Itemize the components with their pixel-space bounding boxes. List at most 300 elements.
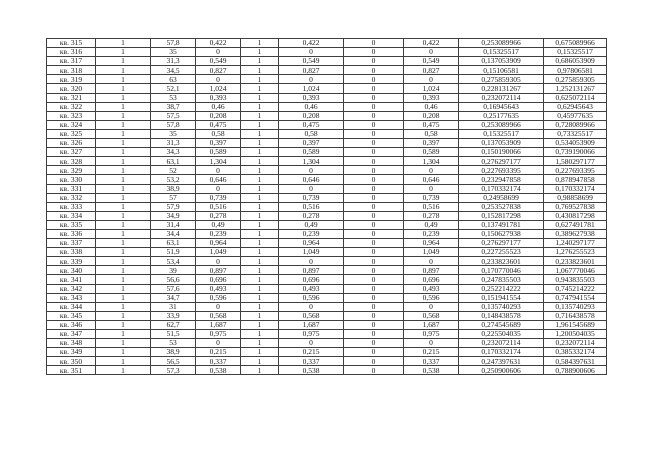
value-cell: 1: [96, 257, 151, 266]
apartment-label-cell: кв. 318: [47, 66, 96, 75]
value-cell: 0,393: [196, 93, 241, 102]
value-cell: 0,232072114: [459, 93, 544, 102]
apartment-label-cell: кв. 344: [47, 302, 96, 311]
value-cell: 0,897: [196, 266, 241, 275]
value-cell: 0,233823601: [459, 257, 544, 266]
value-cell: 0: [344, 339, 404, 348]
value-cell: 1: [96, 129, 151, 138]
value-cell: 1: [96, 48, 151, 57]
value-cell: 0: [404, 184, 459, 193]
value-cell: 0,475: [196, 120, 241, 129]
value-cell: 1: [96, 302, 151, 311]
table-row: [47, 102, 607, 111]
table-row: [47, 348, 607, 357]
value-cell: 0: [344, 311, 404, 320]
value-cell: 1,276255523: [544, 248, 607, 257]
value-cell: 0: [344, 366, 404, 375]
value-cell: 0,493: [279, 284, 344, 293]
apartment-label-cell: кв. 327: [47, 148, 96, 157]
value-cell: 1: [241, 166, 279, 175]
value-cell: 0,596: [404, 293, 459, 302]
value-cell: 0,49: [404, 220, 459, 229]
value-cell: 0,568: [196, 311, 241, 320]
value-cell: 0,549: [196, 57, 241, 66]
table-row: [47, 302, 607, 311]
table-row: [47, 320, 607, 329]
value-cell: 0,215: [196, 348, 241, 357]
value-cell: 0,232072114: [544, 339, 607, 348]
value-cell: 1: [96, 293, 151, 302]
apartment-label-cell: кв. 321: [47, 93, 96, 102]
value-cell: 1: [96, 39, 151, 48]
value-cell: 0: [344, 193, 404, 202]
value-cell: 1: [96, 366, 151, 375]
value-cell: 0,46: [404, 102, 459, 111]
value-cell: 0: [344, 348, 404, 357]
value-cell: 1: [96, 193, 151, 202]
value-cell: 0,45977635: [544, 111, 607, 120]
value-cell: 1: [241, 275, 279, 284]
table-row: [47, 330, 607, 339]
table-row: [47, 284, 607, 293]
value-cell: 0,646: [196, 175, 241, 184]
value-cell: 0: [344, 139, 404, 148]
value-cell: 0: [344, 102, 404, 111]
value-cell: 0,170332174: [459, 348, 544, 357]
value-cell: 1: [96, 275, 151, 284]
value-cell: 1: [96, 166, 151, 175]
apartment-label-cell: кв. 328: [47, 157, 96, 166]
table-row: [47, 366, 607, 375]
value-cell: 0: [344, 84, 404, 93]
value-cell: 0,170332174: [544, 184, 607, 193]
value-cell: 39: [151, 266, 196, 275]
value-cell: 52,1: [151, 84, 196, 93]
value-cell: 0: [344, 157, 404, 166]
value-cell: 1: [241, 193, 279, 202]
value-cell: 0: [344, 293, 404, 302]
value-cell: 34,9: [151, 211, 196, 220]
value-cell: 1: [241, 148, 279, 157]
value-cell: 1: [96, 211, 151, 220]
value-cell: 0: [344, 39, 404, 48]
value-cell: 1: [96, 348, 151, 357]
value-cell: 1: [96, 311, 151, 320]
value-cell: 0: [196, 184, 241, 193]
value-cell: 1: [96, 84, 151, 93]
value-cell: 0,58: [404, 129, 459, 138]
apartment-label-cell: кв. 325: [47, 129, 96, 138]
apartment-label-cell: кв. 326: [47, 139, 96, 148]
value-cell: 1: [96, 184, 151, 193]
value-cell: 0,625072114: [544, 93, 607, 102]
value-cell: 0,538: [279, 366, 344, 375]
value-cell: 0: [344, 148, 404, 157]
value-cell: 1: [241, 129, 279, 138]
apartment-label-cell: кв. 348: [47, 339, 96, 348]
apartment-label-cell: кв. 334: [47, 211, 96, 220]
value-cell: 0,897: [404, 266, 459, 275]
value-cell: 38,7: [151, 102, 196, 111]
apartment-label-cell: кв. 335: [47, 220, 96, 229]
value-cell: 0: [404, 257, 459, 266]
value-cell: 38,9: [151, 184, 196, 193]
value-cell: 1: [96, 266, 151, 275]
value-cell: 0,150190066: [459, 148, 544, 157]
value-cell: 0: [344, 66, 404, 75]
value-cell: 1: [96, 284, 151, 293]
table-row: [47, 193, 607, 202]
value-cell: 0: [344, 330, 404, 339]
value-cell: 1,024: [279, 84, 344, 93]
value-cell: 1,067770046: [544, 266, 607, 275]
value-cell: 0,148438578: [459, 311, 544, 320]
value-cell: 0,739: [279, 193, 344, 202]
value-cell: 0: [344, 175, 404, 184]
value-cell: 31,3: [151, 57, 196, 66]
value-cell: 1: [241, 229, 279, 238]
value-cell: 53: [151, 93, 196, 102]
value-cell: 0,769527838: [544, 202, 607, 211]
value-cell: 0,568: [279, 311, 344, 320]
value-cell: 1,024: [404, 84, 459, 93]
value-cell: 0,389627938: [544, 229, 607, 238]
apartment-label-cell: кв. 320: [47, 84, 96, 93]
value-cell: 1,687: [279, 320, 344, 329]
value-cell: 0,98858699: [544, 193, 607, 202]
value-cell: 0: [404, 166, 459, 175]
apartment-label-cell: кв. 337: [47, 239, 96, 248]
value-cell: 51,5: [151, 330, 196, 339]
value-cell: 0: [344, 284, 404, 293]
value-cell: 0,897: [279, 266, 344, 275]
apartment-label-cell: кв. 351: [47, 366, 96, 375]
value-cell: 1: [241, 39, 279, 48]
value-cell: 0: [196, 166, 241, 175]
value-cell: 0,975: [404, 330, 459, 339]
value-cell: 1,961545689: [544, 320, 607, 329]
value-cell: 0: [344, 211, 404, 220]
value-cell: 0,239: [196, 229, 241, 238]
value-cell: 0: [404, 302, 459, 311]
value-cell: 0,227255523: [459, 248, 544, 257]
value-cell: 1,252131267: [544, 84, 607, 93]
table-row: [47, 220, 607, 229]
value-cell: 1: [96, 239, 151, 248]
value-cell: 56,6: [151, 275, 196, 284]
value-cell: 0,170770046: [459, 266, 544, 275]
table-row: [47, 39, 607, 48]
apartment-label-cell: кв. 346: [47, 320, 96, 329]
table-row: [47, 248, 607, 257]
table-row: [47, 202, 607, 211]
value-cell: 1: [241, 184, 279, 193]
value-cell: 0,276297177: [459, 157, 544, 166]
table-row: [47, 239, 607, 248]
value-cell: 0,15106581: [459, 66, 544, 75]
value-cell: 31,3: [151, 139, 196, 148]
value-cell: 0: [344, 93, 404, 102]
value-cell: 35: [151, 129, 196, 138]
value-cell: 1: [241, 266, 279, 275]
value-cell: 0,475: [279, 120, 344, 129]
value-cell: 1: [96, 157, 151, 166]
value-cell: 0,596: [279, 293, 344, 302]
value-cell: 0: [196, 48, 241, 57]
table-row: [47, 175, 607, 184]
value-cell: 0,253089966: [459, 120, 544, 129]
value-cell: 0,696: [404, 275, 459, 284]
value-cell: 0,397: [196, 139, 241, 148]
value-cell: 1,580297177: [544, 157, 607, 166]
value-cell: 1: [96, 248, 151, 257]
apartment-label-cell: кв. 341: [47, 275, 96, 284]
value-cell: 0,24958699: [459, 193, 544, 202]
value-cell: 56,5: [151, 357, 196, 366]
apartment-label-cell: кв. 350: [47, 357, 96, 366]
value-cell: 0,49: [196, 220, 241, 229]
value-cell: 0,25177635: [459, 111, 544, 120]
value-cell: 0,46: [196, 102, 241, 111]
value-cell: 1: [96, 75, 151, 84]
value-cell: 63: [151, 75, 196, 84]
value-cell: 0,274545689: [459, 320, 544, 329]
value-cell: 0,827: [196, 66, 241, 75]
value-cell: 0: [344, 184, 404, 193]
value-cell: 1,049: [404, 248, 459, 257]
table-row: [47, 311, 607, 320]
value-cell: 0,675089966: [544, 39, 607, 48]
value-cell: 0: [344, 57, 404, 66]
value-cell: 0,534053909: [544, 139, 607, 148]
value-cell: 0,538: [404, 366, 459, 375]
table-row: [47, 211, 607, 220]
value-cell: 62,7: [151, 320, 196, 329]
value-cell: 1: [241, 220, 279, 229]
value-cell: 0,627491781: [544, 220, 607, 229]
value-cell: 0,397: [279, 139, 344, 148]
value-cell: 0,964: [404, 239, 459, 248]
value-cell: 53,2: [151, 175, 196, 184]
value-cell: 1: [241, 139, 279, 148]
value-cell: 0,135740293: [459, 302, 544, 311]
value-cell: 0,227693395: [459, 166, 544, 175]
apartment-label-cell: кв. 339: [47, 257, 96, 266]
value-cell: 1: [96, 220, 151, 229]
value-cell: 0,275859305: [459, 75, 544, 84]
table-row: [47, 339, 607, 348]
table-row: [47, 139, 607, 148]
value-cell: 33,9: [151, 311, 196, 320]
value-cell: 0,253527838: [459, 202, 544, 211]
value-cell: 0,278: [196, 211, 241, 220]
value-cell: 1: [241, 302, 279, 311]
apartment-label-cell: кв. 336: [47, 229, 96, 238]
value-cell: 63,1: [151, 157, 196, 166]
table-row: [47, 293, 607, 302]
value-cell: 0,516: [404, 202, 459, 211]
value-cell: 1,687: [196, 320, 241, 329]
value-cell: 1: [96, 93, 151, 102]
value-cell: 57,3: [151, 366, 196, 375]
value-cell: 0,275859305: [544, 75, 607, 84]
apartment-label-cell: кв. 319: [47, 75, 96, 84]
value-cell: 1: [241, 311, 279, 320]
value-cell: 0,278: [404, 211, 459, 220]
table-row: [47, 66, 607, 75]
value-cell: 0: [344, 248, 404, 257]
value-cell: 0,232947858: [459, 175, 544, 184]
value-cell: 1: [96, 229, 151, 238]
value-cell: 0,135740293: [544, 302, 607, 311]
table-row: [47, 129, 607, 138]
value-cell: 0,516: [196, 202, 241, 211]
value-cell: 0: [279, 166, 344, 175]
value-cell: 0,137053909: [459, 139, 544, 148]
apartment-label-cell: кв. 342: [47, 284, 96, 293]
value-cell: 0: [344, 166, 404, 175]
apartment-label-cell: кв. 332: [47, 193, 96, 202]
value-cell: 0,878947858: [544, 175, 607, 184]
apartment-label-cell: кв. 331: [47, 184, 96, 193]
value-cell: 0,827: [279, 66, 344, 75]
table-row: [47, 75, 607, 84]
value-cell: 1: [241, 120, 279, 129]
value-cell: 0: [344, 320, 404, 329]
value-cell: 0: [196, 302, 241, 311]
value-cell: 0,208: [279, 111, 344, 120]
value-cell: 0,239: [279, 229, 344, 238]
value-cell: 0: [279, 75, 344, 84]
value-cell: 35: [151, 48, 196, 57]
value-cell: 0: [344, 239, 404, 248]
value-cell: 0,233823601: [544, 257, 607, 266]
value-cell: 0,393: [279, 93, 344, 102]
apartment-label-cell: кв. 322: [47, 102, 96, 111]
value-cell: 0: [344, 275, 404, 284]
value-cell: 1: [96, 357, 151, 366]
value-cell: 0: [279, 48, 344, 57]
value-cell: 0,46: [279, 102, 344, 111]
value-cell: 1: [96, 175, 151, 184]
value-cell: 0: [344, 120, 404, 129]
value-cell: 1,024: [196, 84, 241, 93]
value-cell: 0,276297177: [459, 239, 544, 248]
value-cell: 0: [196, 339, 241, 348]
table-row: [47, 275, 607, 284]
value-cell: 0,964: [279, 239, 344, 248]
value-cell: 57,8: [151, 120, 196, 129]
value-cell: 0: [344, 357, 404, 366]
value-cell: 1: [96, 330, 151, 339]
value-cell: 0: [196, 257, 241, 266]
value-cell: 0,943835503: [544, 275, 607, 284]
apartments-table: [46, 38, 607, 375]
value-cell: 1: [96, 102, 151, 111]
value-cell: 0: [279, 302, 344, 311]
value-cell: 0,596: [196, 293, 241, 302]
value-cell: 1: [96, 339, 151, 348]
value-cell: 0,493: [404, 284, 459, 293]
value-cell: 34,4: [151, 229, 196, 238]
value-cell: 0,137053909: [459, 57, 544, 66]
value-cell: 0,739: [196, 193, 241, 202]
value-cell: 1,200504035: [544, 330, 607, 339]
value-cell: 0: [404, 75, 459, 84]
value-cell: 1: [241, 248, 279, 257]
value-cell: 0,73325517: [544, 129, 607, 138]
value-cell: 0,728089966: [544, 120, 607, 129]
value-cell: 51,9: [151, 248, 196, 257]
value-cell: 1: [241, 357, 279, 366]
table-row: [47, 166, 607, 175]
value-cell: 34,3: [151, 148, 196, 157]
value-cell: 1: [241, 111, 279, 120]
value-cell: 0,589: [404, 148, 459, 157]
apartment-label-cell: кв. 323: [47, 111, 96, 120]
value-cell: 53: [151, 339, 196, 348]
value-cell: 1: [241, 102, 279, 111]
value-cell: 0,208: [404, 111, 459, 120]
apartment-label-cell: кв. 324: [47, 120, 96, 129]
table-row: [47, 48, 607, 57]
value-cell: 0,422: [404, 39, 459, 48]
value-cell: 34,5: [151, 66, 196, 75]
apartment-label-cell: кв. 317: [47, 57, 96, 66]
value-cell: 0: [196, 75, 241, 84]
value-cell: 0,225504035: [459, 330, 544, 339]
table-row: [47, 120, 607, 129]
value-cell: 0,49: [279, 220, 344, 229]
table-row: [47, 184, 607, 193]
value-cell: 1: [241, 339, 279, 348]
value-cell: 0,247397631: [459, 357, 544, 366]
apartment-label-cell: кв. 343: [47, 293, 96, 302]
table-body: [47, 39, 607, 375]
value-cell: 0,568: [404, 311, 459, 320]
value-cell: 1: [241, 348, 279, 357]
value-cell: 1: [241, 284, 279, 293]
value-cell: 0,252214222: [459, 284, 544, 293]
value-cell: 0,227693395: [544, 166, 607, 175]
value-cell: 1,049: [196, 248, 241, 257]
value-cell: 0: [344, 266, 404, 275]
value-cell: 0,215: [279, 348, 344, 357]
value-cell: 0,151941554: [459, 293, 544, 302]
value-cell: 1: [241, 175, 279, 184]
value-cell: 1: [241, 211, 279, 220]
value-cell: 0: [279, 339, 344, 348]
value-cell: 0: [344, 229, 404, 238]
value-cell: 0,393: [404, 93, 459, 102]
table-row: [47, 148, 607, 157]
apartment-label-cell: кв. 315: [47, 39, 96, 48]
value-cell: 0,16945643: [459, 102, 544, 111]
value-cell: 0,747941554: [544, 293, 607, 302]
value-cell: 0: [344, 111, 404, 120]
value-cell: 0,247835503: [459, 275, 544, 284]
value-cell: 0,975: [279, 330, 344, 339]
value-cell: 0,232072114: [459, 339, 544, 348]
value-cell: 0,538: [196, 366, 241, 375]
value-cell: 1: [241, 366, 279, 375]
value-cell: 0: [344, 75, 404, 84]
value-cell: 0,589: [279, 148, 344, 157]
apartment-label-cell: кв. 330: [47, 175, 96, 184]
value-cell: 0,589: [196, 148, 241, 157]
value-cell: 1: [241, 157, 279, 166]
value-cell: 31: [151, 302, 196, 311]
